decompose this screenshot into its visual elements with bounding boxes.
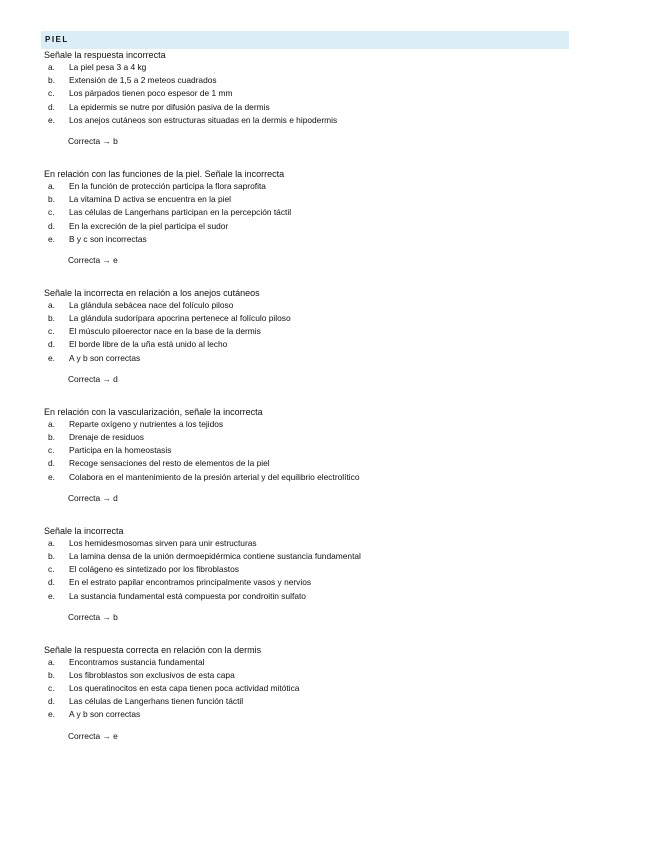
option-text: La lamina densa de la unión dermoepidérmica contiene sustancia fundamental xyxy=(69,550,361,561)
option-letter: d. xyxy=(48,458,55,469)
question-block xyxy=(41,287,569,385)
option-text: La piel pesa 3 a 4 kg xyxy=(69,62,147,72)
option-item xyxy=(41,682,569,695)
question-block xyxy=(41,525,569,623)
option-item xyxy=(41,537,569,550)
option-text: Las células de Langerhans tienen función táctil xyxy=(69,696,244,707)
option-text: Los hemidesmosomas sirven para unir estructuras xyxy=(69,537,257,548)
option-letter: d. xyxy=(48,101,55,112)
option-letter: d. xyxy=(48,577,55,588)
option-item xyxy=(41,550,569,563)
option-text: Drenaje de residuos xyxy=(69,432,144,442)
option-item xyxy=(41,418,569,431)
option-letter: e. xyxy=(48,471,55,482)
option-letter: b. xyxy=(48,550,55,561)
option-item xyxy=(41,220,569,233)
option-item xyxy=(41,352,569,365)
option-item xyxy=(41,431,569,444)
question-text: Señale la respuesta correcta en relación con la dermis xyxy=(44,644,262,655)
option-item xyxy=(41,101,569,114)
option-list xyxy=(41,537,569,603)
option-text: Extensión de 1,5 a 2 meteos cuadrados xyxy=(69,75,217,86)
option-letter: d. xyxy=(48,696,55,707)
option-letter: b. xyxy=(48,669,55,680)
option-text: Las células de Langerhans participan en la percepción táctil xyxy=(69,207,292,218)
option-text: Reparte oxígeno y nutrientes a los tejidos xyxy=(69,418,224,429)
option-list xyxy=(41,61,569,127)
option-text: Los fibroblastos son exclusivos de esta capa xyxy=(69,669,235,680)
option-item xyxy=(41,338,569,351)
option-item xyxy=(41,669,569,682)
correct-answer: Correcta → b xyxy=(68,611,118,622)
option-item xyxy=(41,656,569,669)
option-item xyxy=(41,193,569,206)
option-text: A y b son correctas xyxy=(69,352,141,363)
question-block xyxy=(41,49,569,147)
option-letter: c. xyxy=(48,207,55,218)
option-item xyxy=(41,206,569,219)
option-text: En el estrato papilar encontramos principalmente vasos y nervios xyxy=(69,577,312,588)
option-letter: b. xyxy=(48,75,55,86)
option-letter: b. xyxy=(48,313,55,324)
option-list xyxy=(41,299,569,365)
option-text: La glándula sudorípara apocrina pertenece al folículo piloso xyxy=(69,313,291,324)
option-text: B y c son incorrectas xyxy=(69,233,147,244)
question-block xyxy=(41,644,569,742)
option-letter: a. xyxy=(48,62,55,72)
option-letter: e. xyxy=(48,114,55,125)
document-page xyxy=(41,31,569,763)
correct-answer: Correcta → e xyxy=(68,730,118,741)
option-letter: d. xyxy=(48,220,55,231)
option-letter: e. xyxy=(48,352,55,363)
option-list xyxy=(41,418,569,484)
correct-answer: Correcta → b xyxy=(68,135,118,146)
option-text: En la función de protección participa la flora saprofita xyxy=(69,180,266,191)
option-letter: b. xyxy=(48,194,55,205)
option-item xyxy=(41,576,569,589)
option-text: La sustancia fundamental está compuesta por condroitin sulfato xyxy=(69,590,306,601)
option-letter: c. xyxy=(48,88,55,99)
option-item xyxy=(41,444,569,457)
question-text: Señale la respuesta incorrecta xyxy=(44,50,166,60)
option-text: La vitamina D activa se encuentra en la piel xyxy=(69,194,232,205)
question-block xyxy=(41,168,569,266)
option-item xyxy=(41,471,569,484)
question-text: En relación con la vascularización, señale la incorrecta xyxy=(44,406,263,417)
option-letter: c. xyxy=(48,564,55,575)
option-letter: d. xyxy=(48,339,55,350)
option-item xyxy=(41,457,569,470)
option-item xyxy=(41,61,569,74)
option-item xyxy=(41,325,569,338)
question-text: Señale la incorrecta xyxy=(44,525,124,536)
option-text: El borde libre de la uña está unido al lecho xyxy=(69,339,228,350)
option-letter: c. xyxy=(48,445,55,456)
option-text: El colágeno es sintetizado por los fibroblastos xyxy=(69,564,239,575)
option-letter: c. xyxy=(48,326,55,337)
option-item xyxy=(41,233,569,246)
option-text: La epidermis se nutre por difusión pasiva de la dermis xyxy=(69,101,270,112)
option-list xyxy=(41,656,569,722)
option-item xyxy=(41,180,569,193)
option-text: En la excreción de la piel participa el sudor xyxy=(69,220,229,231)
option-letter: a. xyxy=(48,180,55,191)
option-text: Los anejos cutáneos son estructuras situadas en la dermis e hipodermis xyxy=(69,114,338,125)
option-item xyxy=(41,590,569,603)
question-block xyxy=(41,406,569,504)
option-item xyxy=(41,312,569,325)
option-list xyxy=(41,180,569,246)
section-title: PIEL xyxy=(41,31,569,49)
option-letter: a. xyxy=(48,537,55,548)
option-text: El músculo piloerector nace en la base de la dermis xyxy=(69,326,261,337)
option-text: Encontramos sustancia fundamental xyxy=(69,656,205,667)
option-text: Colabora en el mantenimiento de la presión arterial y del equilibrio electrolítico xyxy=(69,471,360,482)
option-item xyxy=(41,708,569,721)
option-item xyxy=(41,695,569,708)
correct-answer: Correcta → d xyxy=(68,373,118,384)
option-text: Los párpados tienen poco espesor de 1 mm xyxy=(69,88,233,99)
option-item xyxy=(41,563,569,576)
option-letter: e. xyxy=(48,590,55,601)
question-text: En relación con las funciones de la piel. Señale la incorrecta xyxy=(44,168,285,179)
option-letter: a. xyxy=(48,418,55,429)
option-letter: a. xyxy=(48,656,55,667)
option-item xyxy=(41,114,569,127)
question-text: Señale la incorrecta en relación a los anejos cutáneos xyxy=(44,287,260,298)
option-letter: e. xyxy=(48,709,55,720)
option-text: Recoge sensaciones del resto de elementos de la piel xyxy=(69,458,270,469)
option-text: Participa en la homeostasis xyxy=(69,445,172,456)
correct-answer: Correcta → d xyxy=(68,492,118,503)
correct-answer: Correcta → e xyxy=(68,254,118,265)
option-item xyxy=(41,87,569,100)
option-letter: b. xyxy=(48,432,55,442)
option-item xyxy=(41,299,569,312)
option-text: A y b son correctas xyxy=(69,709,141,720)
option-text: Los queratinocitos en esta capa tienen poca actividad mitótica xyxy=(69,683,300,694)
option-letter: e. xyxy=(48,233,55,244)
option-text: La glándula sebácea nace del folículo piloso xyxy=(69,299,234,310)
option-letter: a. xyxy=(48,299,55,310)
option-item xyxy=(41,74,569,87)
option-letter: c. xyxy=(48,683,55,694)
question-list xyxy=(41,49,569,742)
